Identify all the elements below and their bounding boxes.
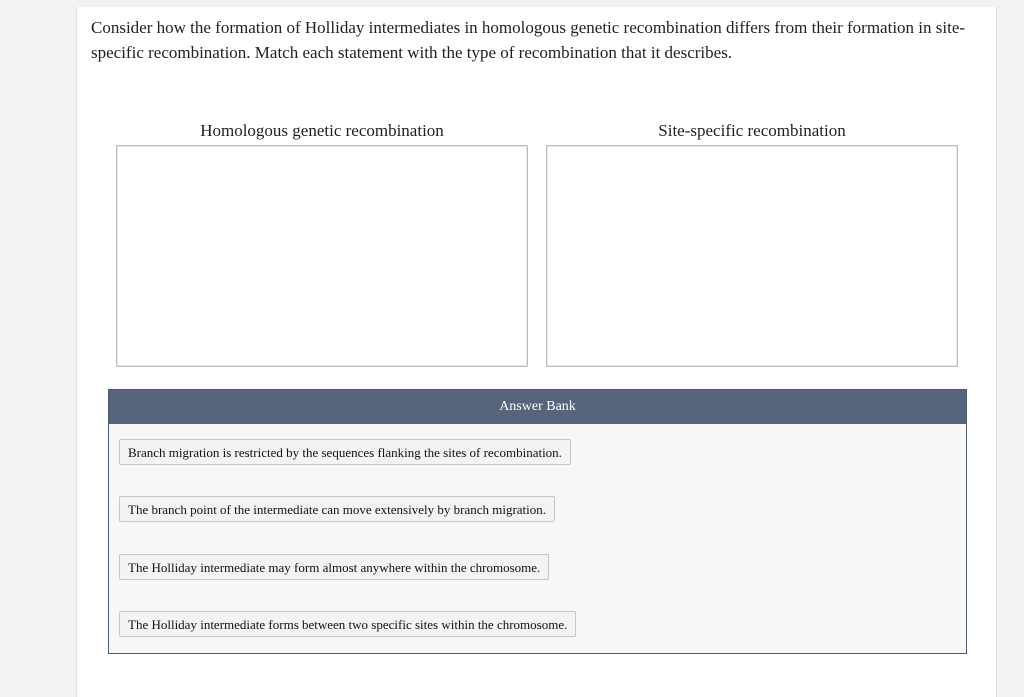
question-text: Consider how the formation of Holliday intermediates in homologous genetic recombination differs from their formation in site-specific recombination. Match each statement with the type of recombination that it describes. [91,18,966,62]
answer-chip[interactable]: The Holliday intermediate forms between two specific sites within the chromosome. [119,611,576,637]
site-specific-column-title: Site-specific recombination [658,121,846,140]
question-card [76,7,997,697]
answer-bank [108,389,967,654]
homologous-column-title: Homologous genetic recombination [200,121,444,140]
answer-chip[interactable]: The branch point of the intermediate can move extensively by branch migration. [119,496,555,522]
answer-chip[interactable]: The Holliday intermediate may form almost anywhere within the chromosome. [119,554,549,580]
site-specific-drop-zone[interactable] [546,145,958,367]
answer-bank-header: Answer Bank [109,390,966,424]
answer-chip[interactable]: Branch migration is restricted by the sequences flanking the sites of recombination. [119,439,571,465]
homologous-drop-zone[interactable] [116,145,528,367]
